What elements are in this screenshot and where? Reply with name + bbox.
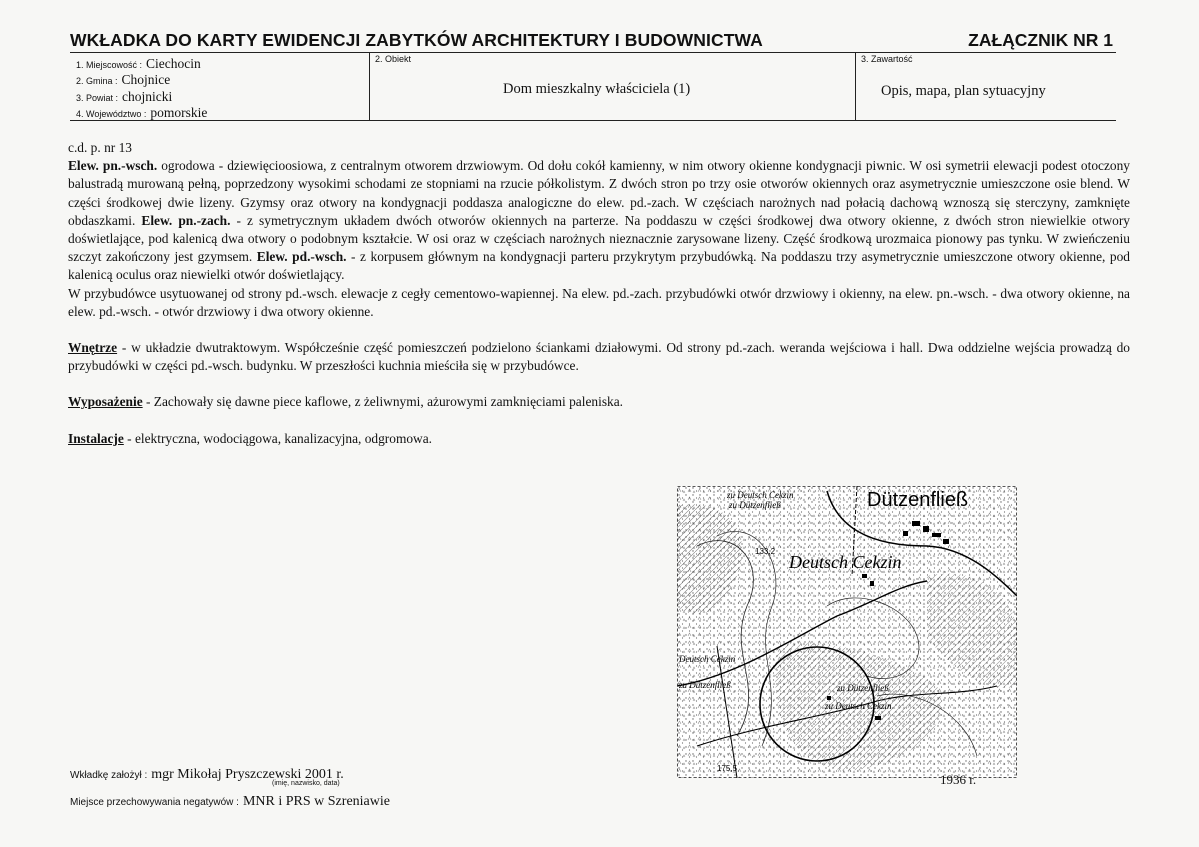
storage-label: Miejsce przechowywania negatywów : [70,797,239,808]
document-title: WKŁADKA DO KARTY EWIDENCJI ZABYTKÓW ARCHITEKTURY I BUDOWNICTWA [70,30,763,50]
heading-interior: Wnętrze [68,340,118,356]
object-value: Dom mieszkalny właściciela (1) [503,81,691,97]
paragraph-equipment: Wyposażenie - Zachowały się dawne piece kaflowe, z żeliwnymi, ażurowymi zamknięciami paleniska. [68,394,624,410]
gmina-value: Chojnice [121,72,171,87]
wojewodztwo-label: 4. Województwo : [76,109,147,119]
author-label: Wkładkę założył : [70,770,148,781]
contents-value: Opis, mapa, plan sytuacyjny [881,83,1046,99]
annex-number: ZAŁĄCZNIK NR 1 [968,30,1113,50]
map-label-elevation: 133,2 [755,547,776,556]
object-label: 2. Obiekt [375,54,412,64]
miejscowosc-value: Ciechocin [146,56,201,71]
map-label-bottom: 175,5 [717,764,738,773]
heading-elew-pn-zach: Elew. pn.-zach. [141,212,231,228]
field-gmina [76,71,170,89]
map-drawing [677,486,1017,778]
map-label-top-2: zu Dützenfließ [729,500,781,510]
author-value: mgr Mikołaj Pryszczewski 2001 r. [151,767,344,782]
map-label-top-1: zu Deutsch Cekzin [727,490,794,500]
map-label-mid-1: zu Dützenfließ [837,683,889,693]
footer-storage [70,792,390,810]
heading-equipment: Wyposażenie [68,394,143,410]
description-body [68,139,1130,448]
gmina-label: 2. Gmina : [76,76,118,86]
wojewodztwo-value: pomorskie [150,105,208,120]
paragraph-installations: Instalacje - elektryczna, wodociągowa, kanalizacyjna, odgromowa. [68,430,433,446]
map-label-town: Dützenfließ [867,489,969,511]
heading-elew-pd-wsch: Elew. pd.-wsch. [256,249,347,265]
map-label-mid-2: zu Deutsch Cekzin [825,701,892,711]
header-divider-1 [369,52,370,121]
paragraph-annex: W przybudówce usytuowanej od strony pd.-wsch. elewacje z cegły cementowo-wapiennej. Na elew. pd.-zach. przybudówki otwór drzwiowy i okienny, na elew. pn.-wsch. - dwa otwory okienne, na elew. pd.-wsch. - otwór drzwiowy i dwa otwory okienne. [68,285,1130,319]
author-sub-label: (imię, nazwisko, data) [272,780,340,787]
contents-label: 3. Zawartość [861,54,913,64]
map-label-left-2: zu Dützenfließ [679,680,731,690]
header-divider-2 [855,52,856,121]
miejscowosc-label: 1. Miejscowość : [76,60,143,70]
paragraph-interior: Wnętrze - w układzie dwutraktowym. Współcześnie część pomieszczeń podzielono ściankami działowymi. Od strony pd.-zach. weranda wejściowa i hall. Dwa oddzielne wejścia prowadzą do przybudówki w części pd.-wsch. budynku. W przeszłości kuchnia mieściła się w przybudówce. [68,340,1130,374]
map-label-village: Deutsch Cekzin [789,552,902,572]
header-bottom-rule [70,120,1116,121]
heading-elew-pn-wsch: Elew. pn.-wsch. [68,158,158,174]
powiat-value: chojnicki [122,89,173,104]
powiat-label: 3. Powiat : [76,93,119,103]
map-year: 1936 r. [940,772,977,787]
field-wojewodztwo [76,104,207,122]
paragraph-elevations: Elew. pn.-wsch. ogrodowa - dziewięcioosiowa, z centralnym otworem drzwiowym. Od dołu cokół kamienny, w nim otwory okienne kondygnacji piwnic. W osi symetrii elewacji podest otoczony balustradą murowaną pełną, poprzedzony wysokimi schodami ze stopniami na rzucie półkolistym. Z dwóch stron po trzy osie otworów okiennych oraz asymetrycznie umieszczone osie blend. W części środkowej dwie lizeny. Gzymsy oraz otwory na kondygnacji poddasza analogiczne do elew. pd.-zach. W częściach narożnych nad połacią dachową wznoszą się sterczyny, zamknięte obdaszkami. Elew. pn.-zach. - z symetrycznym układem dwóch otworów okiennych na parterze. Na poddaszu w części środkowej dwa otwory okienne, z dwóch stron niewielkie otwory doświetlające, pod kalenicą dwa otwory o podobnym kształcie. W osi oraz w częściach narożnych nieznacznie zarysowane lizeny. Część środkową urozmaica pionowy pas tynku. W zwieńczeniu szczyt zakończony jest gzymsem. Elew. pd.-wsch. - z korpusem głównym na kondygnacji parteru przykrytym przybudówką. Na poddaszu trzy asymetrycznie umieszczone otwory okienne, pod kalenicą oculus oraz niewielki otwór doświetlający. [68,158,1130,283]
storage-value: MNR i PRS w Szreniawie [242,794,390,809]
header-top-rule [70,52,1116,53]
topographic-map [677,486,1017,778]
map-label-left-1: Deutsch Cekzin [679,654,736,664]
continuation-note: c.d. p. nr 13 [68,140,132,155]
heading-installations: Instalacje [68,430,124,446]
